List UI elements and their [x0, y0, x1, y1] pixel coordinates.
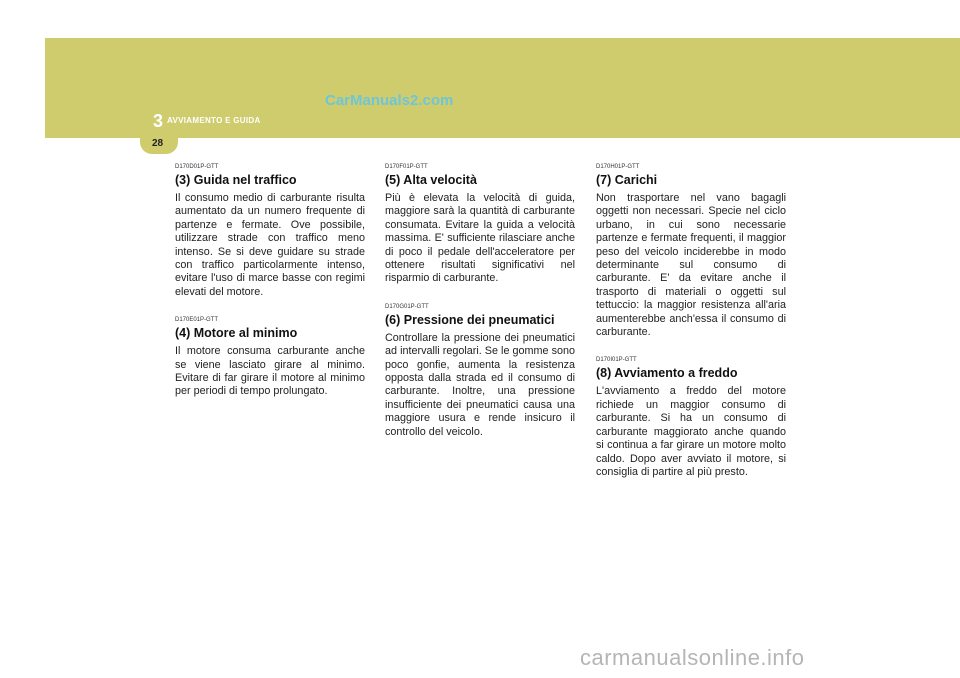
section-body: Controllare la pressione dei pneumatici ad intervalli regolari. Se le gomme sono poco gonfie, aumenta la resistenza opposta dalla strada ed il consumo di carburante. Inoltre, una pressione insufficiente dei pneumatici causa una maggiore usura e rende insicuro il controllo del veicolo.: [385, 331, 575, 438]
watermark-top[interactable]: CarManuals2.com: [325, 92, 454, 109]
section-body: L'avviamento a freddo del motore richiede un maggior consumo di carburante. Si ha un consumo di carburante maggiorato anche quando si continua a far girare un motore molto caldo. Dopo aver avviato il motore, si consiglia di partire al più presto.: [596, 385, 786, 478]
text-column-1: [175, 164, 365, 417]
watermark-bottom[interactable]: carmanualsonline.info: [580, 645, 805, 670]
section-body: Più è elevata la velocità di guida, maggiore sarà la quantità di carburante consumata. Evitare la guida a velocità massima. E' sufficiente rilasciare anche di poco il pedale dell'acceleratore per ottenere risultati significativi nel risparmio di carburante.: [385, 192, 575, 285]
section-loads: [596, 164, 786, 339]
text-column-3: [596, 164, 786, 497]
section-tire-pressure: [385, 304, 575, 439]
section-heading: (6) Pressione dei pneumatici: [385, 312, 555, 327]
section-heading: (7) Carichi: [596, 173, 658, 187]
section-code: D170F01P-GTT: [385, 164, 428, 170]
section-code: D170H01P-GTT: [596, 164, 640, 170]
section-heading: (4) Motore al minimo: [175, 326, 298, 341]
section-high-speed: [385, 164, 575, 286]
section-body: Il consumo medio di carburante risulta aumentato da un numero frequente di partenze e fermate. Ove possibile, utilizzare strade con traffico meno intenso. Se si deve guidare su strade con traffico particolarmente intenso, evitare l'uso di marce basse con regimi elevati del motore.: [175, 192, 365, 298]
section-code: D170E01P-GTT: [175, 317, 219, 324]
section-traffic: [175, 164, 365, 299]
section-code: D170I01P-GTT: [596, 357, 637, 364]
section-cold-start: [596, 357, 786, 479]
section-idle: [175, 317, 365, 399]
chapter-title: AVVIAMENTO E GUIDA: [167, 116, 261, 125]
section-heading: (3) Guida nel traffico: [175, 173, 297, 187]
chapter-number: 3: [153, 111, 164, 131]
page-number: 28: [152, 138, 164, 149]
text-column-2: [385, 164, 575, 457]
section-body: Non trasportare nel vano bagagli oggetti non necessari. Specie nel ciclo urbano, in cui sono necessarie partenze e fermate frequenti, il maggior peso del veicolo inciderebbe in modo determinante sul consumo di carburante. E' da evitare anche il trasporto di materiali o oggetti sul tettuccio: la maggior resistenza all'aria aumenterebbe anch'essa il consumo di carburante.: [596, 192, 786, 339]
section-heading: (5) Alta velocità: [385, 173, 477, 187]
section-body: Il motore consuma carburante anche se viene lasciato girare al minimo. Evitare di far girare il motore al minimo per periodi di tempo prolungato.: [175, 345, 365, 398]
section-heading: (8) Avviamento a freddo: [596, 366, 738, 381]
section-code: D170G01P-GTT: [385, 303, 429, 310]
section-code: D170D01P-GTT: [175, 164, 219, 170]
